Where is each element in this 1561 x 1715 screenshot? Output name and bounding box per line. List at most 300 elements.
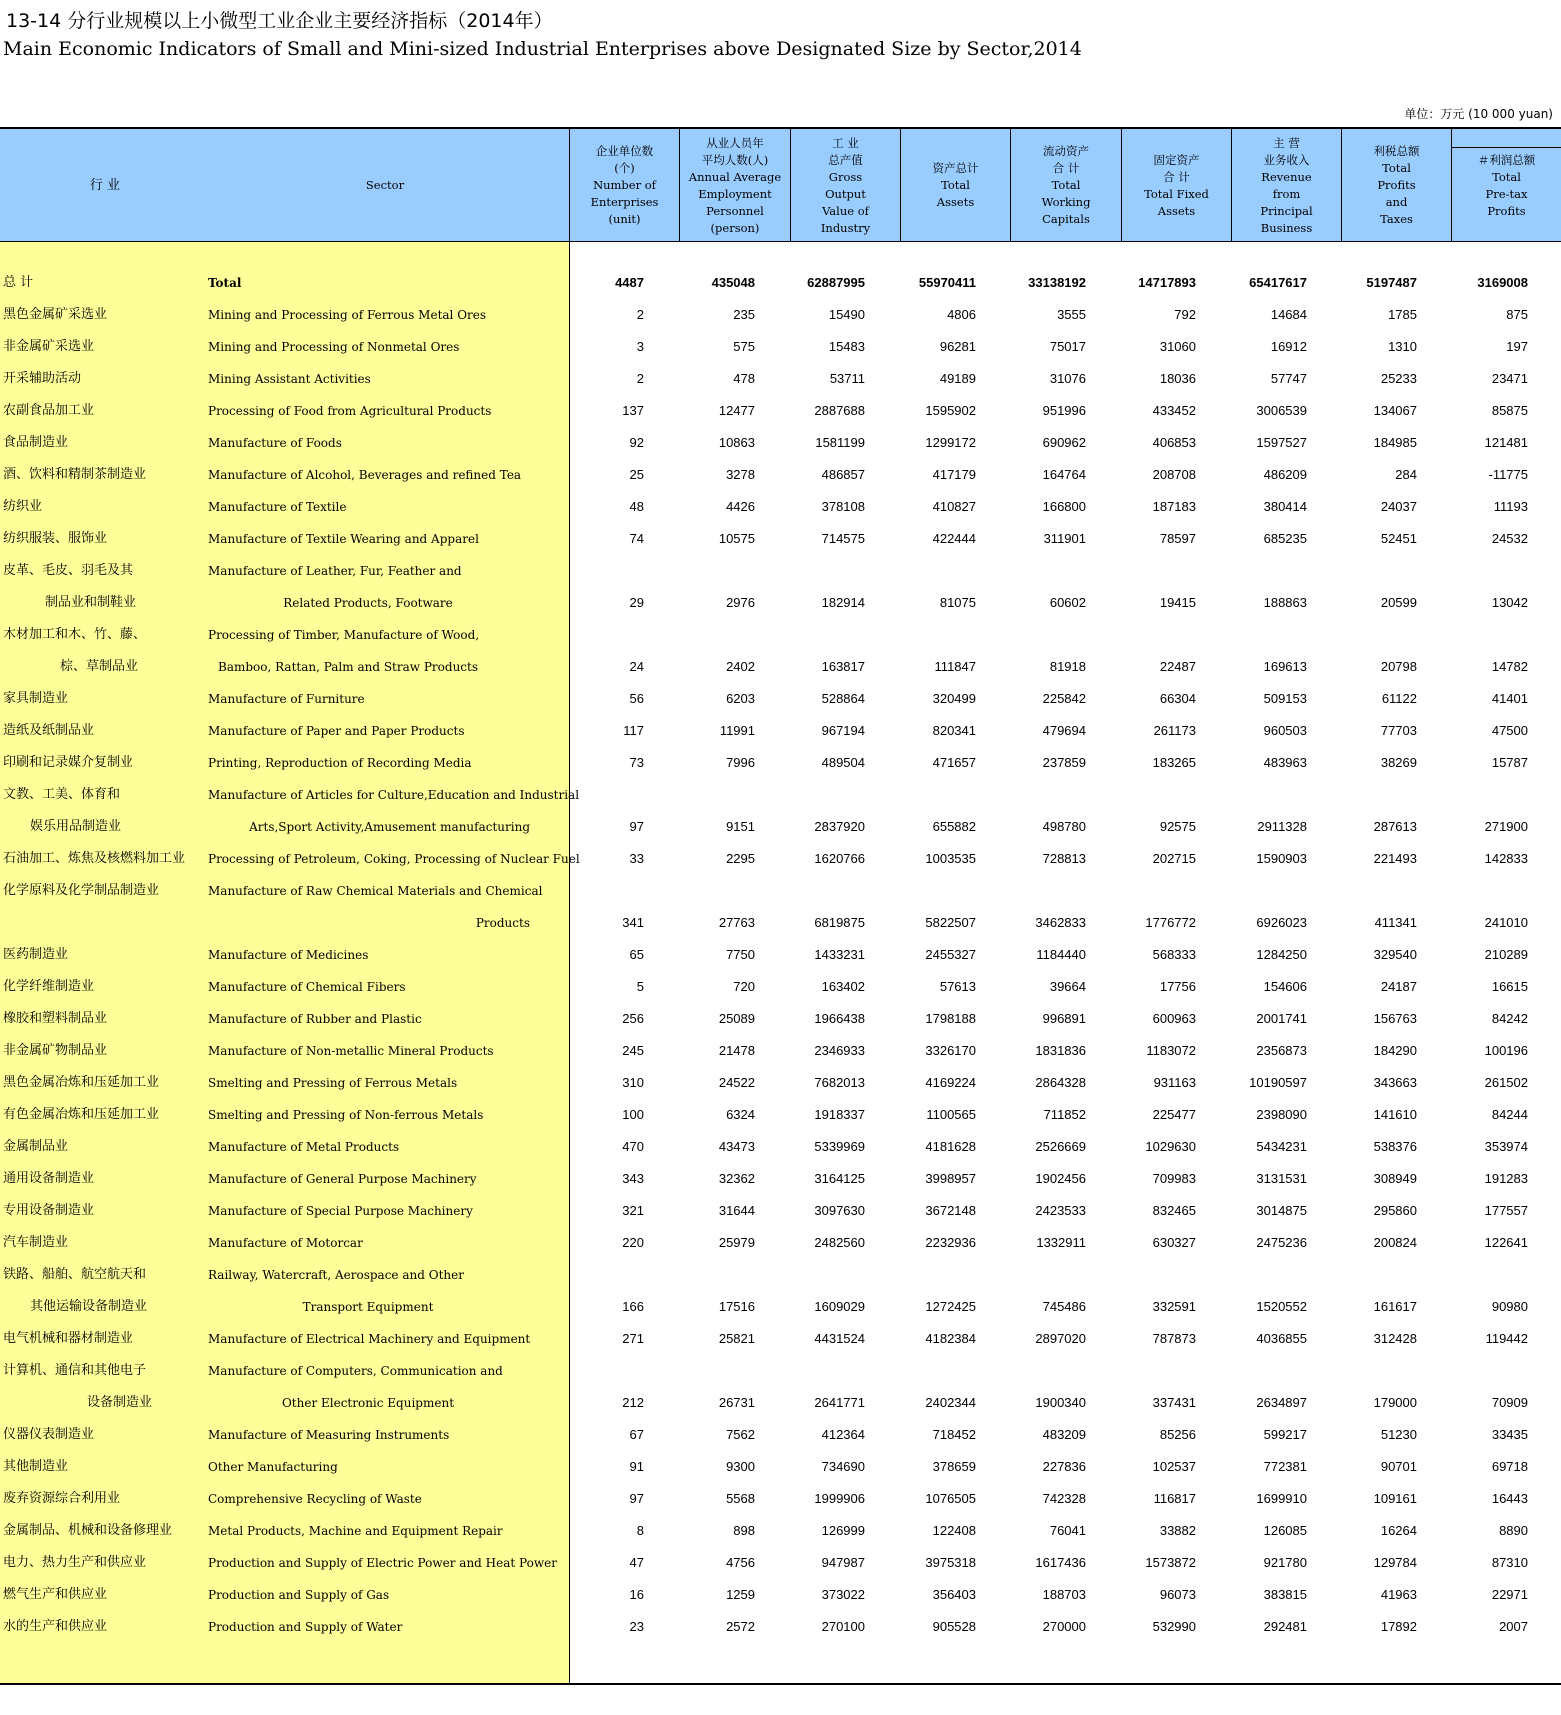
cell-profits-taxes: 25233 (1380, 371, 1417, 386)
cell-total-assets: 1076505 (925, 1491, 976, 1506)
cell-pretax-profits: 3169008 (1477, 275, 1528, 290)
sector-name-cn: 皮革、毛皮、羽毛及其 (3, 563, 134, 578)
table-row (0, 395, 1561, 427)
cell-working-capitals: 237859 (1042, 755, 1086, 770)
table-row (0, 1131, 1561, 1163)
cell-gross-output: 1581199 (815, 435, 865, 450)
header-sector-cn: 行 业 (89, 178, 121, 193)
cell-gross-output: 126999 (821, 1523, 865, 1538)
cell-working-capitals: 31076 (1049, 371, 1086, 386)
cell-employment: 1259 (726, 1587, 755, 1602)
cell-fixed-assets: 85256 (1159, 1427, 1196, 1442)
sector-name-cn: 非金属矿采选业 (3, 339, 95, 354)
cell-pretax-profits: 271900 (1484, 819, 1528, 834)
table-row (0, 715, 1561, 747)
cell-pretax-profits: 33435 (1491, 1427, 1528, 1442)
cell-revenue: 154606 (1263, 979, 1307, 994)
cell-working-capitals: 3462833 (1035, 915, 1086, 930)
cell-total-assets: 422444 (932, 531, 976, 546)
table-row (0, 1483, 1561, 1515)
table-row (0, 1419, 1561, 1451)
cell-pretax-profits: 177557 (1484, 1203, 1528, 1218)
sector-name-cn: 文教、工美、体育和 (3, 787, 121, 802)
cell-revenue: 921780 (1263, 1555, 1307, 1570)
cell-employment: 2295 (726, 851, 755, 866)
cell-gross-output: 270100 (821, 1619, 865, 1634)
cell-revenue: 1597527 (1256, 435, 1307, 450)
table-row (0, 1387, 1561, 1419)
cell-total-assets: 655882 (932, 819, 976, 834)
cell-gross-output: 1609029 (814, 1299, 865, 1314)
cell-employment: 26731 (718, 1395, 755, 1410)
cell-working-capitals: 60602 (1049, 595, 1086, 610)
cell-revenue: 57747 (1270, 371, 1307, 386)
sector-name-en: Manufacture of Metal Products (208, 1140, 400, 1154)
cell-enterprises: 48 (629, 499, 644, 514)
cell-enterprises: 33 (629, 851, 644, 866)
cell-working-capitals: 1617436 (1035, 1555, 1086, 1570)
header-working-capitals: 流动资产 合 计 Total Working Capitals (1010, 129, 1121, 242)
cell-gross-output: 2641771 (814, 1395, 865, 1410)
cell-employment: 235 (733, 307, 755, 322)
sector-name-en: Manufacture of Textile (208, 500, 347, 514)
cell-profits-taxes: 129784 (1373, 1555, 1417, 1570)
cell-profits-taxes: 90701 (1380, 1459, 1417, 1474)
cell-working-capitals: 33138192 (1028, 275, 1086, 290)
cell-enterprises: 341 (622, 915, 644, 930)
sector-name-en: Transport Equipment (302, 1300, 434, 1314)
cell-fixed-assets: 1573872 (1145, 1555, 1196, 1570)
cell-enterprises: 47 (629, 1555, 644, 1570)
sector-name-cn: 设备制造业 (87, 1395, 153, 1410)
sector-name-en: Bamboo, Rattan, Palm and Straw Products (218, 660, 478, 674)
sector-name-cn: 通用设备制造业 (3, 1171, 95, 1186)
table-row (0, 1259, 1561, 1291)
cell-employment: 21478 (718, 1043, 755, 1058)
cell-working-capitals: 742328 (1042, 1491, 1086, 1506)
cell-fixed-assets: 102537 (1152, 1459, 1196, 1474)
table-row (0, 1099, 1561, 1131)
cell-profits-taxes: 38269 (1380, 755, 1417, 770)
cell-pretax-profits: 119442 (1485, 1331, 1528, 1346)
cell-gross-output: 528864 (821, 691, 865, 706)
cell-total-assets: 3672148 (925, 1203, 976, 1218)
cell-fixed-assets: 92575 (1159, 819, 1196, 834)
cell-fixed-assets: 337431 (1152, 1395, 1196, 1410)
cell-revenue: 2398090 (1256, 1107, 1307, 1122)
cell-total-assets: 49189 (939, 371, 976, 386)
cell-gross-output: 1966438 (814, 1011, 865, 1026)
cell-pretax-profits: 84242 (1491, 1011, 1528, 1026)
sector-name-en: Manufacture of Raw Chemical Materials and Chemical (208, 884, 543, 898)
cell-working-capitals: 1900340 (1035, 1395, 1086, 1410)
cell-revenue: 2001741 (1256, 1011, 1307, 1026)
table-row (0, 843, 1561, 875)
cell-profits-taxes: 20798 (1380, 659, 1417, 674)
cell-enterprises: 2 (636, 371, 644, 386)
cell-total-assets: 1299172 (925, 435, 976, 450)
cell-enterprises: 137 (622, 403, 644, 418)
cell-revenue: 1520552 (1256, 1299, 1307, 1314)
page-title-cn: 13-14 分行业规模以上小微型工业企业主要经济指标（2014年） (6, 10, 553, 32)
sector-name-en: Manufacture of Electrical Machinery and Equipment (208, 1332, 531, 1346)
cell-enterprises: 117 (623, 723, 644, 738)
cell-gross-output: 2482560 (814, 1235, 865, 1250)
cell-total-assets: 96281 (939, 339, 976, 354)
cell-pretax-profits: 2007 (1499, 1619, 1528, 1634)
cell-fixed-assets: 332591 (1152, 1299, 1196, 1314)
cell-pretax-profits: 84244 (1491, 1107, 1528, 1122)
sector-name-cn: 酒、饮料和精制茶制造业 (3, 467, 147, 482)
cell-pretax-profits: 353974 (1484, 1139, 1528, 1154)
cell-gross-output: 486857 (821, 467, 865, 482)
cell-employment: 5568 (726, 1491, 755, 1506)
cell-profits-taxes: 538376 (1373, 1139, 1417, 1154)
cell-enterprises: 4487 (615, 275, 644, 290)
cell-gross-output: 6819875 (814, 915, 865, 930)
sector-name-en: Products (475, 916, 530, 930)
cell-employment: 6203 (726, 691, 755, 706)
cell-working-capitals: 164764 (1042, 467, 1086, 482)
cell-fixed-assets: 208708 (1152, 467, 1196, 482)
sector-name-cn: 电气机械和器材制造业 (3, 1331, 134, 1346)
sector-name-cn: 非金属矿物制品业 (3, 1043, 108, 1058)
cell-working-capitals: 270000 (1042, 1619, 1086, 1634)
cell-fixed-assets: 17756 (1159, 979, 1196, 994)
cell-working-capitals: 690962 (1042, 435, 1086, 450)
table-row (0, 619, 1561, 651)
sector-name-en: Manufacture of Textile Wearing and Apparel (208, 532, 479, 546)
cell-profits-taxes: 141610 (1373, 1107, 1417, 1122)
cell-fixed-assets: 78597 (1159, 531, 1196, 546)
cell-total-assets: 3326170 (925, 1043, 976, 1058)
cell-fixed-assets: 568333 (1152, 947, 1196, 962)
cell-total-assets: 320499 (932, 691, 976, 706)
table-row (0, 1067, 1561, 1099)
cell-profits-taxes: 329540 (1373, 947, 1417, 962)
cell-total-assets: 471657 (932, 755, 976, 770)
table-row (0, 1611, 1561, 1643)
cell-revenue: 14684 (1270, 307, 1307, 322)
cell-revenue: 1284250 (1256, 947, 1307, 962)
cell-working-capitals: 2423533 (1035, 1203, 1086, 1218)
table-row (0, 1355, 1561, 1387)
cell-gross-output: 4431524 (814, 1331, 865, 1346)
sector-name-en: Processing of Timber, Manufacture of Wood, (208, 628, 480, 642)
sector-name-cn: 纺织服装、服饰业 (3, 531, 108, 546)
cell-employment: 6324 (726, 1107, 755, 1122)
cell-pretax-profits: 16443 (1491, 1491, 1528, 1506)
cell-profits-taxes: 109161 (1373, 1491, 1417, 1506)
cell-gross-output: 373022 (821, 1587, 865, 1602)
cell-pretax-profits: -11775 (1488, 467, 1528, 482)
cell-total-assets: 55970411 (918, 275, 976, 290)
sector-name-en: Manufacture of Motorcar (208, 1236, 363, 1250)
table-bottom-rule (0, 1683, 1561, 1685)
cell-employment: 575 (733, 339, 755, 354)
cell-pretax-profits: 13042 (1491, 595, 1528, 610)
cell-revenue: 3014875 (1256, 1203, 1307, 1218)
cell-working-capitals: 1902456 (1035, 1171, 1086, 1186)
sector-name-cn: 化学纤维制造业 (3, 979, 95, 994)
cell-total-assets: 410827 (932, 499, 976, 514)
sector-name-cn: 计算机、通信和其他电子 (3, 1363, 147, 1378)
sector-name-cn: 铁路、船舶、航空航天和 (3, 1267, 147, 1282)
table-row (0, 427, 1561, 459)
unit-label: 单位：万元 (10 000 yuan) (1404, 107, 1553, 121)
cell-profits-taxes: 17892 (1380, 1619, 1417, 1634)
cell-revenue: 509153 (1263, 691, 1307, 706)
cell-employment: 17516 (718, 1299, 755, 1314)
cell-revenue: 2911328 (1257, 819, 1307, 834)
cell-fixed-assets: 96073 (1159, 1587, 1196, 1602)
cell-fixed-assets: 31060 (1159, 339, 1196, 354)
cell-profits-taxes: 52451 (1380, 531, 1417, 546)
sector-name-en: Production and Supply of Water (208, 1620, 403, 1634)
cell-profits-taxes: 61122 (1381, 691, 1417, 706)
cell-enterprises: 100 (622, 1107, 644, 1122)
cell-pretax-profits: 8890 (1499, 1523, 1528, 1538)
cell-fixed-assets: 931163 (1153, 1075, 1196, 1090)
cell-enterprises: 29 (629, 595, 644, 610)
cell-enterprises: 321 (622, 1203, 644, 1218)
cell-pretax-profits: 23471 (1491, 371, 1528, 386)
cell-employment: 720 (733, 979, 755, 994)
table-body (0, 242, 1561, 1685)
cell-total-assets: 4169224 (925, 1075, 976, 1090)
sector-name-cn: 印刷和记录媒介复制业 (3, 755, 134, 770)
cell-revenue: 685235 (1263, 531, 1307, 546)
table-row (0, 971, 1561, 1003)
cell-employment: 2572 (726, 1619, 755, 1634)
sector-name-en: Manufacture of Non-metallic Mineral Products (208, 1044, 494, 1058)
cell-gross-output: 967194 (821, 723, 865, 738)
cell-gross-output: 3097630 (814, 1203, 865, 1218)
cell-revenue: 772381 (1263, 1459, 1307, 1474)
cell-profits-taxes: 134067 (1373, 403, 1417, 418)
cell-total-assets: 5822507 (925, 915, 976, 930)
sector-name-en: Manufacture of Rubber and Plastic (208, 1012, 422, 1026)
cell-profits-taxes: 20599 (1380, 595, 1417, 610)
cell-fixed-assets: 66304 (1159, 691, 1196, 706)
cell-pretax-profits: 22971 (1491, 1587, 1528, 1602)
cell-working-capitals: 81918 (1049, 659, 1086, 674)
table-row (0, 779, 1561, 811)
cell-fixed-assets: 116817 (1153, 1491, 1196, 1506)
cell-total-assets: 356403 (932, 1587, 976, 1602)
cell-employment: 11991 (719, 723, 755, 738)
sector-name-cn: 木材加工和木、竹、藤、 (3, 627, 147, 642)
sector-name-cn: 石油加工、炼焦及核燃料加工业 (3, 851, 186, 866)
sector-name-cn: 农副食品加工业 (3, 403, 95, 418)
cell-working-capitals: 39664 (1049, 979, 1086, 994)
sector-name-cn: 制品业和制鞋业 (45, 595, 137, 610)
cell-profits-taxes: 161617 (1373, 1299, 1417, 1314)
cell-total-assets: 905528 (932, 1619, 976, 1634)
sector-name-en: Manufacture of Medicines (208, 948, 369, 962)
cell-pretax-profits: 85875 (1491, 403, 1528, 418)
sector-name-en: Manufacture of Paper and Paper Products (208, 724, 465, 738)
cell-gross-output: 714575 (821, 531, 865, 546)
cell-employment: 3278 (726, 467, 755, 482)
table-rows (0, 267, 1561, 1643)
sector-name-cn: 棕、草制品业 (60, 659, 139, 674)
sector-name-en: Manufacture of Alcohol, Beverages and refined Tea (208, 468, 522, 482)
cell-revenue: 169613 (1263, 659, 1307, 674)
cell-total-assets: 4181628 (925, 1139, 976, 1154)
cell-fixed-assets: 14717893 (1138, 275, 1196, 290)
sector-name-en: Manufacture of Furniture (208, 692, 365, 706)
cell-profits-taxes: 411341 (1374, 915, 1417, 930)
sector-name-en: Manufacture of Computers, Communication and (208, 1364, 503, 1378)
sector-name-cn: 有色金属冶炼和压延加工业 (3, 1107, 160, 1122)
sector-name-en: Production and Supply of Electric Power and Heat Power (208, 1556, 557, 1570)
header-pretax-profits: ＃利润总额 Total Pre-tax Profits (1451, 129, 1561, 242)
cell-working-capitals: 1332911 (1036, 1235, 1086, 1250)
cell-total-assets: 2455327 (925, 947, 976, 962)
table-row (0, 1035, 1561, 1067)
cell-working-capitals: 188703 (1042, 1587, 1086, 1602)
cell-pretax-profits: 16615 (1491, 979, 1528, 994)
cell-total-assets: 3975318 (925, 1555, 976, 1570)
cell-pretax-profits: 261502 (1484, 1075, 1528, 1090)
cell-profits-taxes: 343663 (1373, 1075, 1417, 1090)
cell-enterprises: 92 (629, 435, 644, 450)
cell-enterprises: 56 (629, 691, 644, 706)
cell-enterprises: 220 (622, 1235, 644, 1250)
sector-name-cn: 食品制造业 (3, 435, 69, 450)
cell-employment: 898 (733, 1523, 755, 1538)
cell-enterprises: 212 (622, 1395, 644, 1410)
cell-working-capitals: 728813 (1042, 851, 1086, 866)
cell-working-capitals: 227836 (1042, 1459, 1086, 1474)
cell-revenue: 599217 (1263, 1427, 1307, 1442)
sector-name-en: Manufacture of Chemical Fibers (208, 980, 406, 994)
cell-revenue: 486209 (1263, 467, 1307, 482)
table-row (0, 491, 1561, 523)
sector-name-cn: 化学原料及化学制品制造业 (3, 883, 160, 898)
cell-fixed-assets: 1776772 (1145, 915, 1196, 930)
cell-gross-output: 53711 (829, 371, 865, 386)
cell-revenue: 10190597 (1249, 1075, 1307, 1090)
cell-working-capitals: 498780 (1042, 819, 1086, 834)
sector-name-cn: 家具制造业 (3, 691, 69, 706)
cell-enterprises: 470 (622, 1139, 644, 1154)
header-gross-output: 工 业 总产值 Gross Output Value of Industry (790, 129, 900, 242)
sector-name-en: Processing of Food from Agricultural Products (208, 404, 492, 418)
cell-pretax-profits: 122641 (1484, 1235, 1528, 1250)
cell-gross-output: 734690 (821, 1459, 865, 1474)
cell-pretax-profits: 90980 (1491, 1299, 1528, 1314)
cell-pretax-profits: 47500 (1491, 723, 1528, 738)
cell-revenue: 16912 (1270, 339, 1307, 354)
cell-revenue: 6926023 (1256, 915, 1307, 930)
table-row (0, 555, 1561, 587)
cell-working-capitals: 1184440 (1036, 947, 1086, 962)
sector-name-cn: 黑色金属冶炼和压延加工业 (3, 1075, 160, 1090)
cell-enterprises: 25 (629, 467, 644, 482)
cell-pretax-profits: 14782 (1491, 659, 1528, 674)
cell-employment: 4426 (726, 499, 755, 514)
cell-profits-taxes: 24037 (1380, 499, 1417, 514)
cell-pretax-profits: 15787 (1491, 755, 1528, 770)
header-fixed-assets: 固定资产 合 计 Total Fixed Assets (1121, 129, 1231, 242)
cell-pretax-profits: 875 (1506, 307, 1528, 322)
cell-employment: 7562 (726, 1427, 755, 1442)
cell-enterprises: 73 (629, 755, 644, 770)
table-row (0, 1195, 1561, 1227)
sector-name-en: Manufacture of Leather, Fur, Feather and (208, 564, 462, 578)
cell-employment: 27763 (718, 915, 755, 930)
cell-gross-output: 3164125 (814, 1171, 865, 1186)
cell-fixed-assets: 18036 (1159, 371, 1196, 386)
sector-name-en: Printing, Reproduction of Recording Media (208, 756, 472, 770)
table-row (0, 747, 1561, 779)
sector-name-en: Manufacture of Articles for Culture,Education and Industrial (208, 788, 580, 802)
cell-enterprises: 16 (629, 1587, 644, 1602)
sector-name-cn: 医药制造业 (3, 947, 69, 962)
table-header (0, 127, 1561, 242)
sector-name-en: Comprehensive Recycling of Waste (208, 1492, 422, 1506)
cell-gross-output: 1999906 (814, 1491, 865, 1506)
cell-revenue: 960503 (1263, 723, 1307, 738)
cell-employment: 7996 (726, 755, 755, 770)
cell-enterprises: 8 (636, 1523, 644, 1538)
cell-gross-output: 163817 (821, 659, 865, 674)
cell-enterprises: 67 (629, 1427, 644, 1442)
sector-name-en: Mining and Processing of Ferrous Metal Ores (208, 308, 487, 322)
header-sector-en: Sector (365, 178, 405, 192)
table-row (0, 683, 1561, 715)
cell-gross-output: 947987 (821, 1555, 865, 1570)
header-revenue: 主 营 业务收入 Revenue from Principal Business (1231, 129, 1341, 242)
cell-working-capitals: 1831836 (1035, 1043, 1086, 1058)
sector-name-cn: 废弃资源综合利用业 (3, 1491, 121, 1506)
cell-revenue: 126085 (1263, 1523, 1307, 1538)
cell-profits-taxes: 200824 (1373, 1235, 1417, 1250)
sector-name-cn: 其他运输设备制造业 (30, 1299, 148, 1314)
cell-employment: 12477 (718, 403, 755, 418)
sector-name-en: Mining and Processing of Nonmetal Ores (208, 340, 460, 354)
cell-profits-taxes: 184290 (1373, 1043, 1417, 1058)
cell-gross-output: 163402 (821, 979, 865, 994)
cell-pretax-profits: 210289 (1484, 947, 1528, 962)
cell-revenue: 1699910 (1256, 1491, 1307, 1506)
table-row (0, 1579, 1561, 1611)
cell-gross-output: 378108 (821, 499, 865, 514)
cell-revenue: 3131531 (1256, 1171, 1307, 1186)
sector-name-en: Arts,Sport Activity,Amusement manufacturing (249, 820, 530, 834)
cell-profits-taxes: 295860 (1373, 1203, 1417, 1218)
cell-pretax-profits: 121481 (1484, 435, 1528, 450)
table-row (0, 907, 1561, 939)
cell-working-capitals: 311901 (1043, 531, 1086, 546)
sector-name-cn: 橡胶和塑料制品业 (3, 1011, 108, 1026)
table-row (0, 1291, 1561, 1323)
cell-pretax-profits: 87310 (1491, 1555, 1528, 1570)
cell-working-capitals: 166800 (1042, 499, 1086, 514)
cell-fixed-assets: 261173 (1153, 723, 1196, 738)
table-row (0, 1003, 1561, 1035)
table-row (0, 1323, 1561, 1355)
sector-name-en: Processing of Petroleum, Coking, Processing of Nuclear Fuel (208, 852, 580, 866)
cell-pretax-profits: 11193 (1493, 499, 1528, 514)
cell-total-assets: 1595902 (925, 403, 976, 418)
sector-name-en: Smelting and Pressing of Ferrous Metals (208, 1076, 458, 1090)
cell-pretax-profits: 241010 (1484, 915, 1528, 930)
cell-enterprises: 5 (636, 979, 644, 994)
cell-fixed-assets: 709983 (1152, 1171, 1196, 1186)
